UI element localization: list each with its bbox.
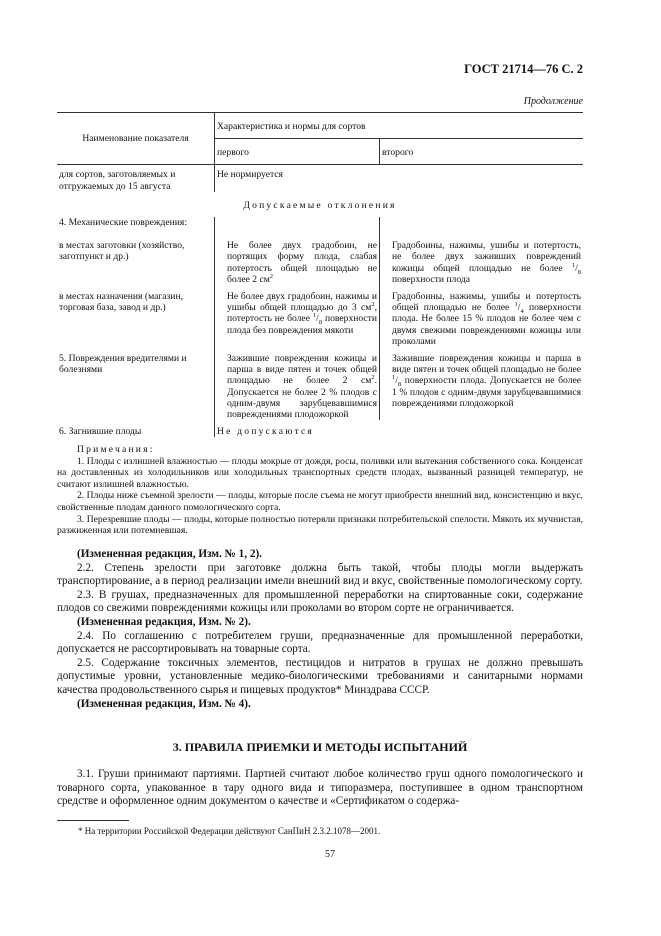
- row-label: 6. Загнившие плоды: [59, 426, 142, 438]
- row-label: для сортов, заготовляемых и отгружаемых до 15 августа: [59, 169, 176, 192]
- cell-second: Градобоины, нажимы, ушибы и потертость общей площадью не более $^1/_4$ поверхности плода. Не более 15 % плодов не более чем с двумя свежими повреждениями кожицы или проколами: [380, 285, 584, 347]
- deviations-title: Допускаемые отклонения: [243, 199, 397, 211]
- edition-note: (Измененная редакция, Изм. № 4).: [77, 697, 251, 710]
- paragraph-3-1: 3.1. Груши принимают партиями. Партией считают любое количество груш одного помологического и товарного сорта, упакованное в тару одного вида и типоразмера, поступившее в одном транспортном средстве и оформленное одним документом о качестве и «Сертификатом о содержа-: [57, 768, 583, 808]
- main-text: [57, 548, 583, 711]
- table-row: [57, 347, 583, 420]
- cell-second: Зажившие повреждения кожицы и парша в виде пятен и точек общей площадью не более $^1/_8$ поверхности плода. Допускается не более 1 % плодов с одним-двумя зарубцевавшимися повреждениями плодожоркой: [380, 347, 584, 420]
- paragraph-2-5: 2.5. Содержание токсичных элементов, пестицидов и нитратов в грушах не должно превышать допустимые уровни, установленные медико-биологическими требованиями и санитарными нормами качества продовольственного сырья и пищевых продуктов* Минздрава СССР.: [57, 656, 583, 696]
- note-3: 3. Перезревшие плоды — плоды, которые полностью потеряли признаки потребительской спелости. Мякоть их мучнистая, разжиженная или потемневшая.: [57, 513, 583, 537]
- notes-title: Примечания:: [77, 444, 155, 455]
- row-label: в местах назначения (магазин, торговая база, завод и др.): [59, 291, 183, 314]
- cell-first: Не более двух градобоин, не портящих форму плода, слабая потертость общей площадью не более 2 $см^2$: [215, 240, 380, 285]
- col-second-header: второго: [380, 139, 584, 165]
- notes: [57, 444, 583, 537]
- footnote: * На территории Российской Федерации действуют СанПиН 2.3.2.1078—2001.: [78, 826, 381, 836]
- requirements-table: [57, 112, 583, 437]
- table-row: [57, 240, 583, 285]
- table-row: [57, 165, 583, 192]
- row-label: 4. Механические повреждения:: [59, 217, 187, 229]
- row-label: 5. Повреждения вредителями и болезнями: [59, 353, 187, 376]
- paragraph-2-4: 2.4. По соглашению с потребителем груши, предназначенные для промышленной переработки, допускается не рассортировывать на товарные сорта.: [57, 629, 583, 656]
- row-label: в местах заготовки (хозяйство, заготпункт и др.): [59, 240, 185, 263]
- page-number: 57: [325, 849, 335, 860]
- col-first-header: первого: [215, 139, 380, 165]
- main-text-2: [57, 768, 583, 809]
- paragraph-2-3: 2.3. В грушах, предназначенных для промышленной переработки на спиртованные соки, содержание плодов со свежими повреждениями кожицы или проколами во втором сорте не ограничивается.: [57, 588, 583, 615]
- note-2: 2. Плоды ниже съемной зрелости — плоды, которые после съема не могут приобрести внешний вид, консистенцию и вкус, свойственные плодам данного помологического сорта.: [57, 490, 583, 513]
- table-row: [57, 192, 583, 217]
- continuation-label: Продолжение: [523, 96, 583, 107]
- table-row: [57, 420, 583, 437]
- table-header-row: [57, 113, 583, 139]
- cell-second: Градобоины, нажимы, ушибы и потертость, не более двух заживших повреждений кожицы общей площадью не более $^1/_8$ поверхности плода: [380, 240, 584, 285]
- cell-first: Не более двух градобоин, нажимы и ушибы общей площадью до 3 $см^2$, потертость не более $^1/_8$ поверхности плода без повреждения мякоти: [215, 285, 380, 347]
- row-value: Не допускаются: [215, 420, 584, 437]
- col-group-header: Характеристика и нормы для сортов: [215, 113, 584, 139]
- section-title: 3. ПРАВИЛА ПРИЕМКИ И МЕТОДЫ ИСПЫТАНИЙ: [172, 740, 468, 754]
- footnote-divider: [57, 820, 129, 821]
- col-name-header: Наименование показателя: [57, 113, 215, 165]
- paragraph-2-2: 2.2. Степень зрелости при заготовке должна быть такой, чтобы плоды могли выдержать транспортирование, а в период реализации имели внешний вид и вкус, свойственные помологическому сорту.: [57, 561, 583, 588]
- cell-first: Зажившие повреждения кожицы и парша в виде пятен и точек общей площадью не более 2 $см^2$. Допускается не более 2 % плодов с одним-двумя зарубцевавшимися повреждениями плодожоркой: [215, 347, 380, 420]
- edition-note: (Измененная редакция, Изм. № 2).: [77, 615, 251, 628]
- table-row: [57, 285, 583, 347]
- table-row: [57, 217, 583, 240]
- document-code: ГОСТ 21714—76 С. 2: [464, 62, 583, 76]
- note-1: 1. Плоды с излишней влажностью — плоды мокрые от дождя, росы, поливки или вытекания собственного сока. Конденсат на доставленных из холодильников или холодильных транспортных средств плодах, вызванный разницей температур, не считают излишней влажностью.: [57, 455, 583, 490]
- edition-note: (Измененная редакция, Изм. № 1, 2).: [77, 548, 262, 560]
- row-value: Не нормируется: [215, 165, 584, 192]
